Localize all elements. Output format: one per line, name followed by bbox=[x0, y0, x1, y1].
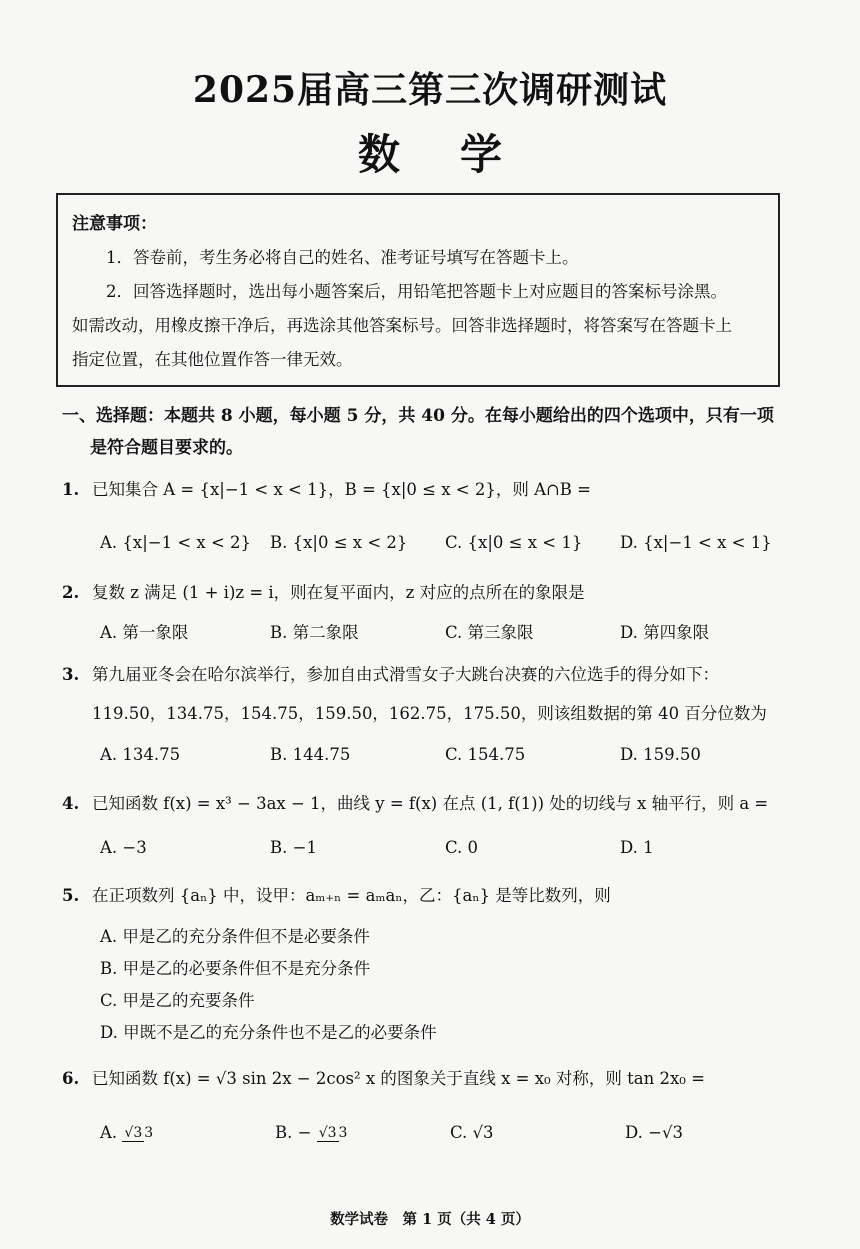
question-2-options bbox=[100, 620, 780, 646]
option-d: D. −√3 bbox=[625, 1123, 683, 1142]
question-number: 3. bbox=[62, 665, 80, 684]
notice-item-1: 1．答卷前，考生务必将自己的姓名、准考证号填写在答题卡上。 bbox=[106, 248, 579, 267]
fraction-denominator: 3 bbox=[144, 1125, 154, 1141]
option-c: C. 0 bbox=[445, 838, 479, 857]
question-4-options bbox=[100, 835, 780, 861]
option-b: B. 甲是乙的必要条件但不是充分条件 bbox=[100, 959, 371, 978]
question-stem: 已知函数 f(x) = x³ − 3ax − 1，曲线 y = f(x) 在点 (1, f(1)) 处的切线与 x 轴平行，则 a = bbox=[92, 794, 769, 813]
option-b: B. 第二象限 bbox=[270, 623, 359, 642]
option-b: B. {x|0 ≤ x < 2} bbox=[270, 533, 408, 552]
question-stem: 复数 z 满足 (1 + i)z = i，则在复平面内，z 对应的点所在的象限是 bbox=[92, 583, 585, 602]
fraction-numerator: √3 bbox=[318, 1125, 337, 1141]
fraction-numerator: √3 bbox=[124, 1125, 143, 1141]
option-c: C. 甲是乙的充要条件 bbox=[100, 991, 255, 1010]
section-heading-line2: 是符合题目要求的。 bbox=[90, 438, 243, 458]
question-3 bbox=[62, 661, 792, 689]
question-1 bbox=[62, 476, 792, 504]
question-stem: 第九届亚冬会在哈尔滨举行，参加自由式滑雪女子大跳台决赛的六位选手的得分如下： bbox=[92, 665, 719, 684]
question-3-data: 119.50，134.75，154.75，159.50，162.75，175.50，则该组数据的第 40 百分位数为 bbox=[92, 704, 767, 723]
question-6 bbox=[62, 1065, 792, 1093]
option-a: A. 第一象限 bbox=[100, 623, 189, 642]
option-d: D. {x|−1 < x < 1} bbox=[620, 533, 772, 552]
fraction-denominator: 3 bbox=[338, 1125, 348, 1141]
option-a: A. {x|−1 < x < 2} bbox=[100, 533, 252, 552]
option-d: D. 159.50 bbox=[620, 745, 701, 764]
question-2 bbox=[62, 579, 792, 607]
option-c: C. √3 bbox=[450, 1123, 494, 1142]
notice-item-2-cont: 如需改动，用橡皮擦干净后，再选涂其他答案标号。回答非选择题时，将答案写在答题卡上 bbox=[72, 316, 732, 335]
notice-item-2: 2．回答选择题时，选出每小题答案后，用铅笔把答题卡上对应题目的答案标号涂黑。 bbox=[106, 282, 727, 301]
option-d: D. 甲既不是乙的充分条件也不是乙的必要条件 bbox=[100, 1023, 437, 1042]
question-1-options bbox=[100, 530, 780, 556]
option-a: A. 134.75 bbox=[100, 745, 181, 764]
notice-item-2-cont2: 指定位置，在其他位置作答一律无效。 bbox=[72, 350, 353, 369]
exam-title: 2025届高三第三次调研测试 bbox=[192, 69, 668, 111]
question-stem: 在正项数列 {aₙ} 中，设甲：aₘ₊ₙ = aₘaₙ，乙：{aₙ} 是等比数列，则 bbox=[92, 886, 611, 905]
option-a-label: A. bbox=[100, 1123, 118, 1142]
subject-title: 数学 bbox=[357, 130, 562, 179]
option-d: D. 第四象限 bbox=[620, 623, 710, 642]
option-b bbox=[275, 1115, 450, 1151]
question-4 bbox=[62, 790, 792, 818]
option-c: C. {x|0 ≤ x < 1} bbox=[445, 533, 583, 552]
section-heading-line1: 一、选择题：本题共 8 小题，每小题 5 分，共 40 分。在每小题给出的四个选项中，只有一项 bbox=[62, 406, 774, 426]
fraction bbox=[317, 1125, 348, 1142]
option-a: A. 甲是乙的充分条件但不是必要条件 bbox=[100, 927, 370, 946]
page-footer: 数学试卷 第 1 页（共 4 页） bbox=[330, 1211, 530, 1228]
notice-title: 注意事项： bbox=[72, 214, 157, 234]
option-a: A. −3 bbox=[100, 838, 147, 857]
question-number: 5. bbox=[62, 886, 80, 905]
option-b-label: B. − bbox=[275, 1123, 312, 1142]
notice-box bbox=[56, 193, 780, 387]
question-5-options bbox=[100, 921, 780, 1049]
option-a bbox=[100, 1115, 275, 1151]
question-6-options bbox=[100, 1115, 780, 1151]
question-stem: 已知函数 f(x) = √3 sin 2x − 2cos² x 的图象关于直线 x = x₀ 对称，则 tan 2x₀ = bbox=[92, 1069, 705, 1088]
fraction bbox=[122, 1125, 153, 1142]
question-stem: 已知集合 A = {x|−1 < x < 1}，B = {x|0 ≤ x < 2}，则 A∩B = bbox=[92, 480, 592, 499]
question-number: 6. bbox=[62, 1069, 80, 1088]
option-c: C. 154.75 bbox=[445, 745, 526, 764]
option-d: D. 1 bbox=[620, 838, 654, 857]
question-number: 2. bbox=[62, 583, 80, 602]
option-c: C. 第三象限 bbox=[445, 623, 534, 642]
question-number: 4. bbox=[62, 794, 80, 813]
question-number: 1. bbox=[62, 480, 80, 499]
option-b: B. 144.75 bbox=[270, 745, 351, 764]
question-5 bbox=[62, 882, 792, 910]
section-heading bbox=[62, 400, 782, 464]
option-b: B. −1 bbox=[270, 838, 317, 857]
question-3-options bbox=[100, 742, 780, 768]
